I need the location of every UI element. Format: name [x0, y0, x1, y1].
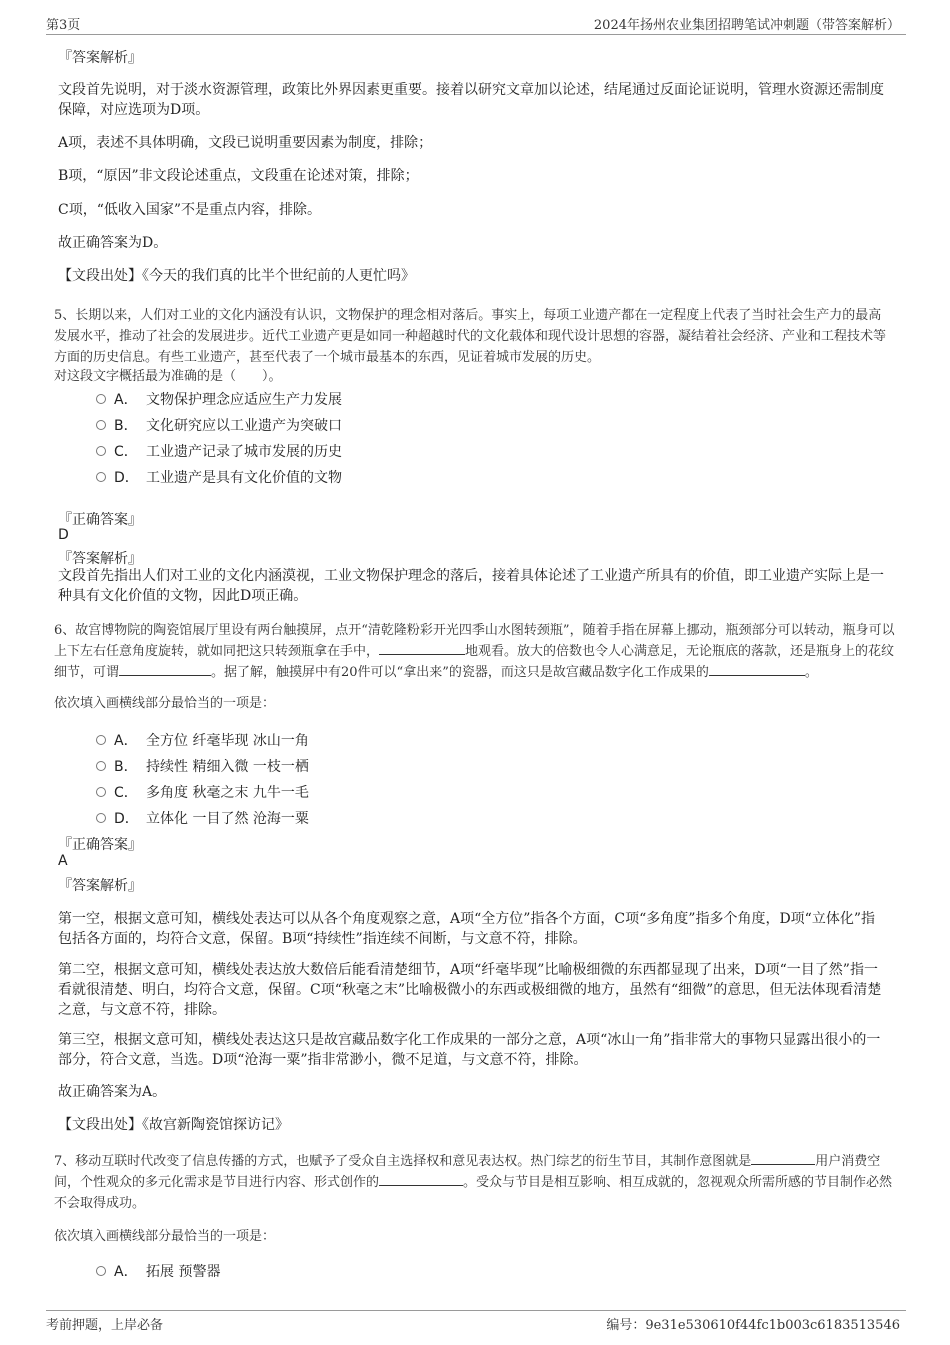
text-source: 【文段出处】《今天的我们真的比半个世纪前的人更忙吗》 — [58, 268, 415, 284]
radio-icon[interactable] — [96, 787, 106, 797]
analysis-label: 『答案解析』 — [58, 878, 142, 894]
correct-answer-label: 『正确答案』 — [58, 837, 142, 853]
correct-answer-value: D — [58, 527, 69, 543]
question-6-analysis-2: 第二空，根据文意可知，横线处表达放大数倍后能看清楚细节，A项“纤毫毕现”比喻极细微的东西都显现了出来，D项“一目了然”指一看就很清楚、明白，均符合文意，保留。C项“秋毫之末”比喻极微小的东西或极细微的地方，虽然有“细微”的意思，但无法体现看清楚之意，与文意不符，排除。 — [58, 962, 882, 1018]
page-header — [46, 12, 906, 35]
question-5-prompt: 对这段文字概括最为准确的是（ ）。 — [54, 369, 282, 384]
document-title: 2024年扬州农业集团招聘笔试冲刺题（带答案解析） — [593, 18, 900, 33]
question-7-stem: 7、移动互联时代改变了信息传播的方式，也赋予了受众自主选择权和意见表达权。热门综艺的衍生节目，其制作意图就是 用户消费空间，个性观众的多元化需求是节目进行内容、形式创作的 。受众与节目是相互影响、相互成就的，忽视观众所需所感的节目制作必然不会取得成功。 — [54, 1154, 893, 1211]
question-5-option-a[interactable]: A． 文物保护理念应适应生产力发展 — [96, 389, 342, 409]
question-6-option-b[interactable]: B． 持续性 精细入微 一枝一栖 — [96, 756, 309, 776]
question-6-prompt: 依次填入画横线部分最恰当的一项是： — [54, 696, 276, 711]
analysis-option-a: A项，表述不具体明确，文段已说明重要因素为制度，排除； — [58, 135, 433, 151]
analysis-option-c: C项，“低收入国家”不是重点内容，排除。 — [58, 202, 322, 218]
analysis-option-b: B项，“原因”非文段论述重点，文段重在论述对策，排除； — [58, 168, 419, 184]
analysis-label: 『答案解析』 — [58, 50, 142, 66]
text-source: 【文段出处】《故宫新陶瓷馆探访记》 — [58, 1117, 289, 1133]
document-id: 编号：9e31e530610f44fc1b003c6183513546 — [606, 1318, 900, 1333]
page-number: 第3页 — [46, 18, 81, 33]
radio-icon[interactable] — [96, 813, 106, 823]
radio-icon[interactable] — [96, 420, 106, 430]
fill-blank-3[interactable] — [709, 663, 805, 676]
radio-icon[interactable] — [96, 761, 106, 771]
page-footer — [46, 1310, 906, 1337]
question-6-option-c[interactable]: C． 多角度 秋毫之末 九牛一毛 — [96, 782, 309, 802]
question-5-analysis: 文段首先指出人们对工业的文化内涵漠视，工业文物保护理念的落后，接着具体论述了工业遗产所具有的价值，即工业遗产实际上是一种具有文化价值的文物，因此D项正确。 — [58, 568, 884, 604]
question-5-option-c[interactable]: C． 工业遗产记录了城市发展的历史 — [96, 441, 342, 461]
fill-blank-1[interactable] — [751, 1152, 815, 1165]
question-5-option-d[interactable]: D． 工业遗产是具有文化价值的文物 — [96, 467, 342, 487]
question-7-prompt: 依次填入画横线部分最恰当的一项是： — [54, 1229, 276, 1244]
question-6-conclusion: 故正确答案为A。 — [58, 1084, 167, 1100]
radio-icon[interactable] — [96, 394, 106, 404]
question-5-stem: 5、长期以来，人们对工业的文化内涵没有认识，文物保护的理念相对落后。事实上，每项工业遗产都在一定程度上代表了当时社会生产力的最高发展水平，推动了社会的发展进步。近代工业遗产更是如同一种超越时代的文化载体和现代设计思想的容器，凝结着社会经济、产业和工程技术等方面的历史信息。有些工业遗产，甚至代表了一个城市最基本的东西，见证着城市发展的历史。 — [54, 308, 887, 365]
question-6-option-d[interactable]: D． 立体化 一目了然 沧海一粟 — [96, 808, 309, 828]
radio-icon[interactable] — [96, 1266, 106, 1276]
question-6-analysis-3: 第三空，根据文意可知，横线处表达这只是故宫藏品数字化工作成果的一部分之意，A项“冰山一角”指非常大的事物只显露出很小的一部分，符合文意，当选。D项“沧海一粟”指非常渺小，微不足道，与文意不符，排除。 — [58, 1032, 881, 1068]
question-6-option-a[interactable]: A． 全方位 纤毫毕现 冰山一角 — [96, 730, 309, 750]
radio-icon[interactable] — [96, 472, 106, 482]
question-6-analysis-1: 第一空，根据文意可知，横线处表达可以从各个角度观察之意，A项“全方位”指各个方面，C项“多角度”指多个角度，D项“立体化”指包括各方面的，均符合文意，保留。B项“持续性”指连续不间断，与文意不符，排除。 — [58, 911, 875, 947]
question-6-stem: 6、故宫博物院的陶瓷馆展厅里设有两台触摸屏，点开“清乾隆粉彩开光四季山水图转颈瓶”，随着手指在屏幕上挪动，瓶颈部分可以转动，瓶身可以上下左右任意角度旋转，就如同把这只转颈瓶拿在手中， 地观看。放大的倍数也令人心满意足，无论瓶底的落款，还是瓶身上的花纹细节，可谓 。据了解，触摸屏中有20件可以“拿出来”的瓷器，而这只是故宫藏品数字化工作成果的 。 — [54, 623, 895, 680]
analysis-conclusion: 故正确答案为D。 — [58, 235, 168, 251]
correct-answer-label: 『正确答案』 — [58, 512, 142, 528]
question-7-option-a[interactable]: A． 拓展 预警器 — [96, 1261, 220, 1281]
question-5-option-b[interactable]: B． 文化研究应以工业遗产为突破口 — [96, 415, 342, 435]
radio-icon[interactable] — [96, 735, 106, 745]
radio-icon[interactable] — [96, 446, 106, 456]
correct-answer-value: A — [58, 853, 68, 869]
fill-blank-2[interactable] — [379, 1173, 463, 1186]
footer-slogan: 考前押题，上岸必备 — [46, 1318, 164, 1333]
analysis-label: 『答案解析』 — [58, 551, 142, 567]
fill-blank-1[interactable] — [379, 642, 465, 655]
analysis-paragraph: 文段首先说明，对于淡水资源管理，政策比外界因素更重要。接着以研究文章加以论述，结尾通过反面论证说明，管理水资源还需制度保障，对应选项为D项。 — [58, 82, 884, 118]
fill-blank-2[interactable] — [119, 663, 211, 676]
